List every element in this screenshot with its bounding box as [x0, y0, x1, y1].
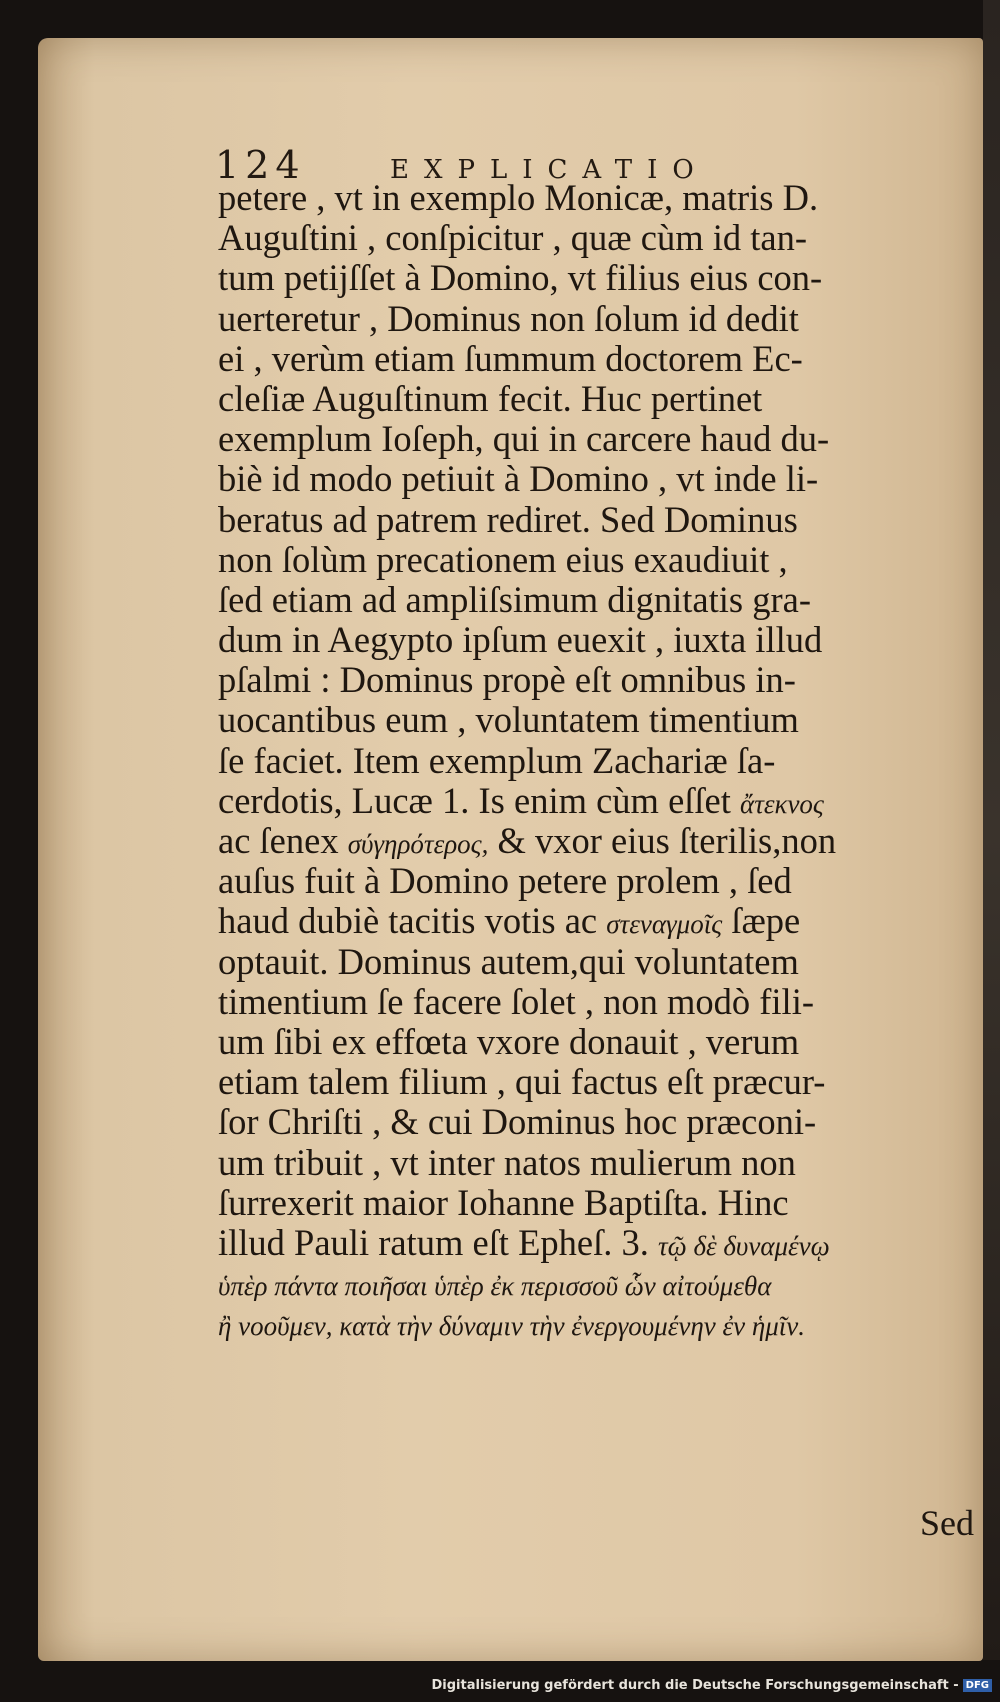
text-line [218, 540, 978, 580]
body-text [218, 178, 978, 1343]
text-line [218, 299, 978, 339]
greek-text: ὑπὲρ πάντα ποιῆσαι ὑπὲρ ἐκ περισσοῦ ὧν αἰτούμεθα [218, 1271, 772, 1302]
credit-text: Digitalisierung gefördert durch die Deutsche Forschungsgemeinschaft - [431, 1677, 959, 1693]
text-line [218, 1263, 978, 1303]
latin-text: petere , vt in exemplo Monicæ, matris D. [218, 177, 819, 218]
latin-text: uocantibus eum , voluntatem timentium [218, 699, 799, 741]
latin-text: auſus fuit à Domino petere prolem , ſed [218, 860, 792, 902]
latin-text: dum in Aegypto ipſum euexit , iuxta illud [218, 619, 823, 661]
latin-text: ſor Chriſti , & cui Dominus hoc præconi- [218, 1101, 817, 1143]
latin-text: biè id modo petiuit à Domino , vt inde li- [218, 458, 819, 500]
latin-text: non ſolùm precationem eius exaudiuit , [218, 538, 788, 580]
text-line [218, 178, 978, 218]
text-line [218, 821, 978, 861]
text-line [218, 700, 978, 740]
latin-text: etiam talem filium , qui factus eſt præcur- [218, 1061, 826, 1103]
text-line [218, 942, 978, 982]
latin-text: ſurrexerit maior Iohanne Baptiſta. Hinc [218, 1181, 789, 1223]
text-line [218, 339, 978, 379]
latin-text: ſed etiam ad ampliſsimum dignitatis gra- [218, 578, 812, 620]
page-number: 124 [215, 143, 306, 187]
latin-text: beratus ad patrem rediret. Sed Dominus [218, 498, 798, 540]
latin-text: ac ſenex [218, 820, 348, 861]
text-line [218, 1062, 978, 1102]
latin-text: um tribuit , vt inter natos mulierum non [218, 1141, 796, 1183]
text-line [218, 1223, 978, 1263]
text-line [218, 620, 978, 660]
text-line [218, 580, 978, 620]
text-line [218, 379, 978, 419]
text-line [218, 218, 978, 258]
text-line [218, 741, 978, 781]
latin-text: tum petijſſet à Domino, vt filius eius con- [218, 257, 823, 299]
text-line [218, 781, 978, 821]
running-head: EXPLICATIO [390, 155, 709, 185]
latin-text: & vxor eius ſterilis,non [488, 820, 837, 861]
latin-text: timentium ſe facere ſolet , non modò fili- [218, 980, 814, 1022]
latin-text: pſalmi : Dominus propè eſt omnibus in- [218, 659, 796, 701]
latin-text: exemplum Ioſeph, qui in carcere haud du- [218, 418, 830, 460]
catchword: Sed [920, 1503, 974, 1543]
text-line [218, 1183, 978, 1223]
text-line [218, 982, 978, 1022]
latin-text: um ſibi ex effœta vxore donauit , verum [218, 1020, 800, 1062]
text-line [218, 1022, 978, 1062]
dfg-logo: DFG [963, 1679, 992, 1692]
text-line [218, 500, 978, 540]
text-line [218, 1143, 978, 1183]
latin-text: optauit. Dominus autem,qui voluntatem [218, 940, 799, 982]
text-line [218, 258, 978, 298]
latin-text: ſæpe [722, 900, 801, 942]
book-edge [983, 0, 1000, 1660]
text-line [218, 459, 978, 499]
digitization-credit [0, 1676, 992, 1694]
latin-text: illud Pauli ratum eſt Epheſ. 3. [218, 1221, 658, 1263]
latin-text: ſe faciet. Item exemplum Zachariæ ſa- [218, 739, 776, 781]
latin-text: ei , verùm etiam ſummum doctorem Ec- [218, 337, 803, 379]
text-line [218, 660, 978, 700]
greek-text: τῷ δὲ δυναμένῳ [657, 1230, 830, 1261]
text-line [218, 1303, 978, 1343]
greek-text: στεναγμοῖς [606, 909, 723, 940]
latin-text: Auguſtini , conſpicitur , quæ cùm id tan- [218, 217, 807, 259]
latin-text: uerteretur , Dominus non ſolum id dedit [218, 297, 799, 339]
text-line [218, 1102, 978, 1142]
latin-text: cerdotis, Lucæ 1. Is enim cùm eſſet [218, 779, 741, 821]
text-line [218, 901, 978, 941]
greek-text: ἄτεκνος [740, 788, 824, 819]
greek-text: ἢ νοοῦμεν, κατὰ τὴν δύναμιν τὴν ἐνεργουμένην ἐν ἡμῖν. [218, 1311, 805, 1342]
text-line [218, 861, 978, 901]
greek-text: σύγηρότερος, [347, 829, 489, 859]
latin-text: haud dubiè tacitis votis ac [218, 900, 607, 942]
latin-text: cleſiæ Auguſtinum fecit. Huc pertinet [218, 377, 763, 419]
text-line [218, 419, 978, 459]
